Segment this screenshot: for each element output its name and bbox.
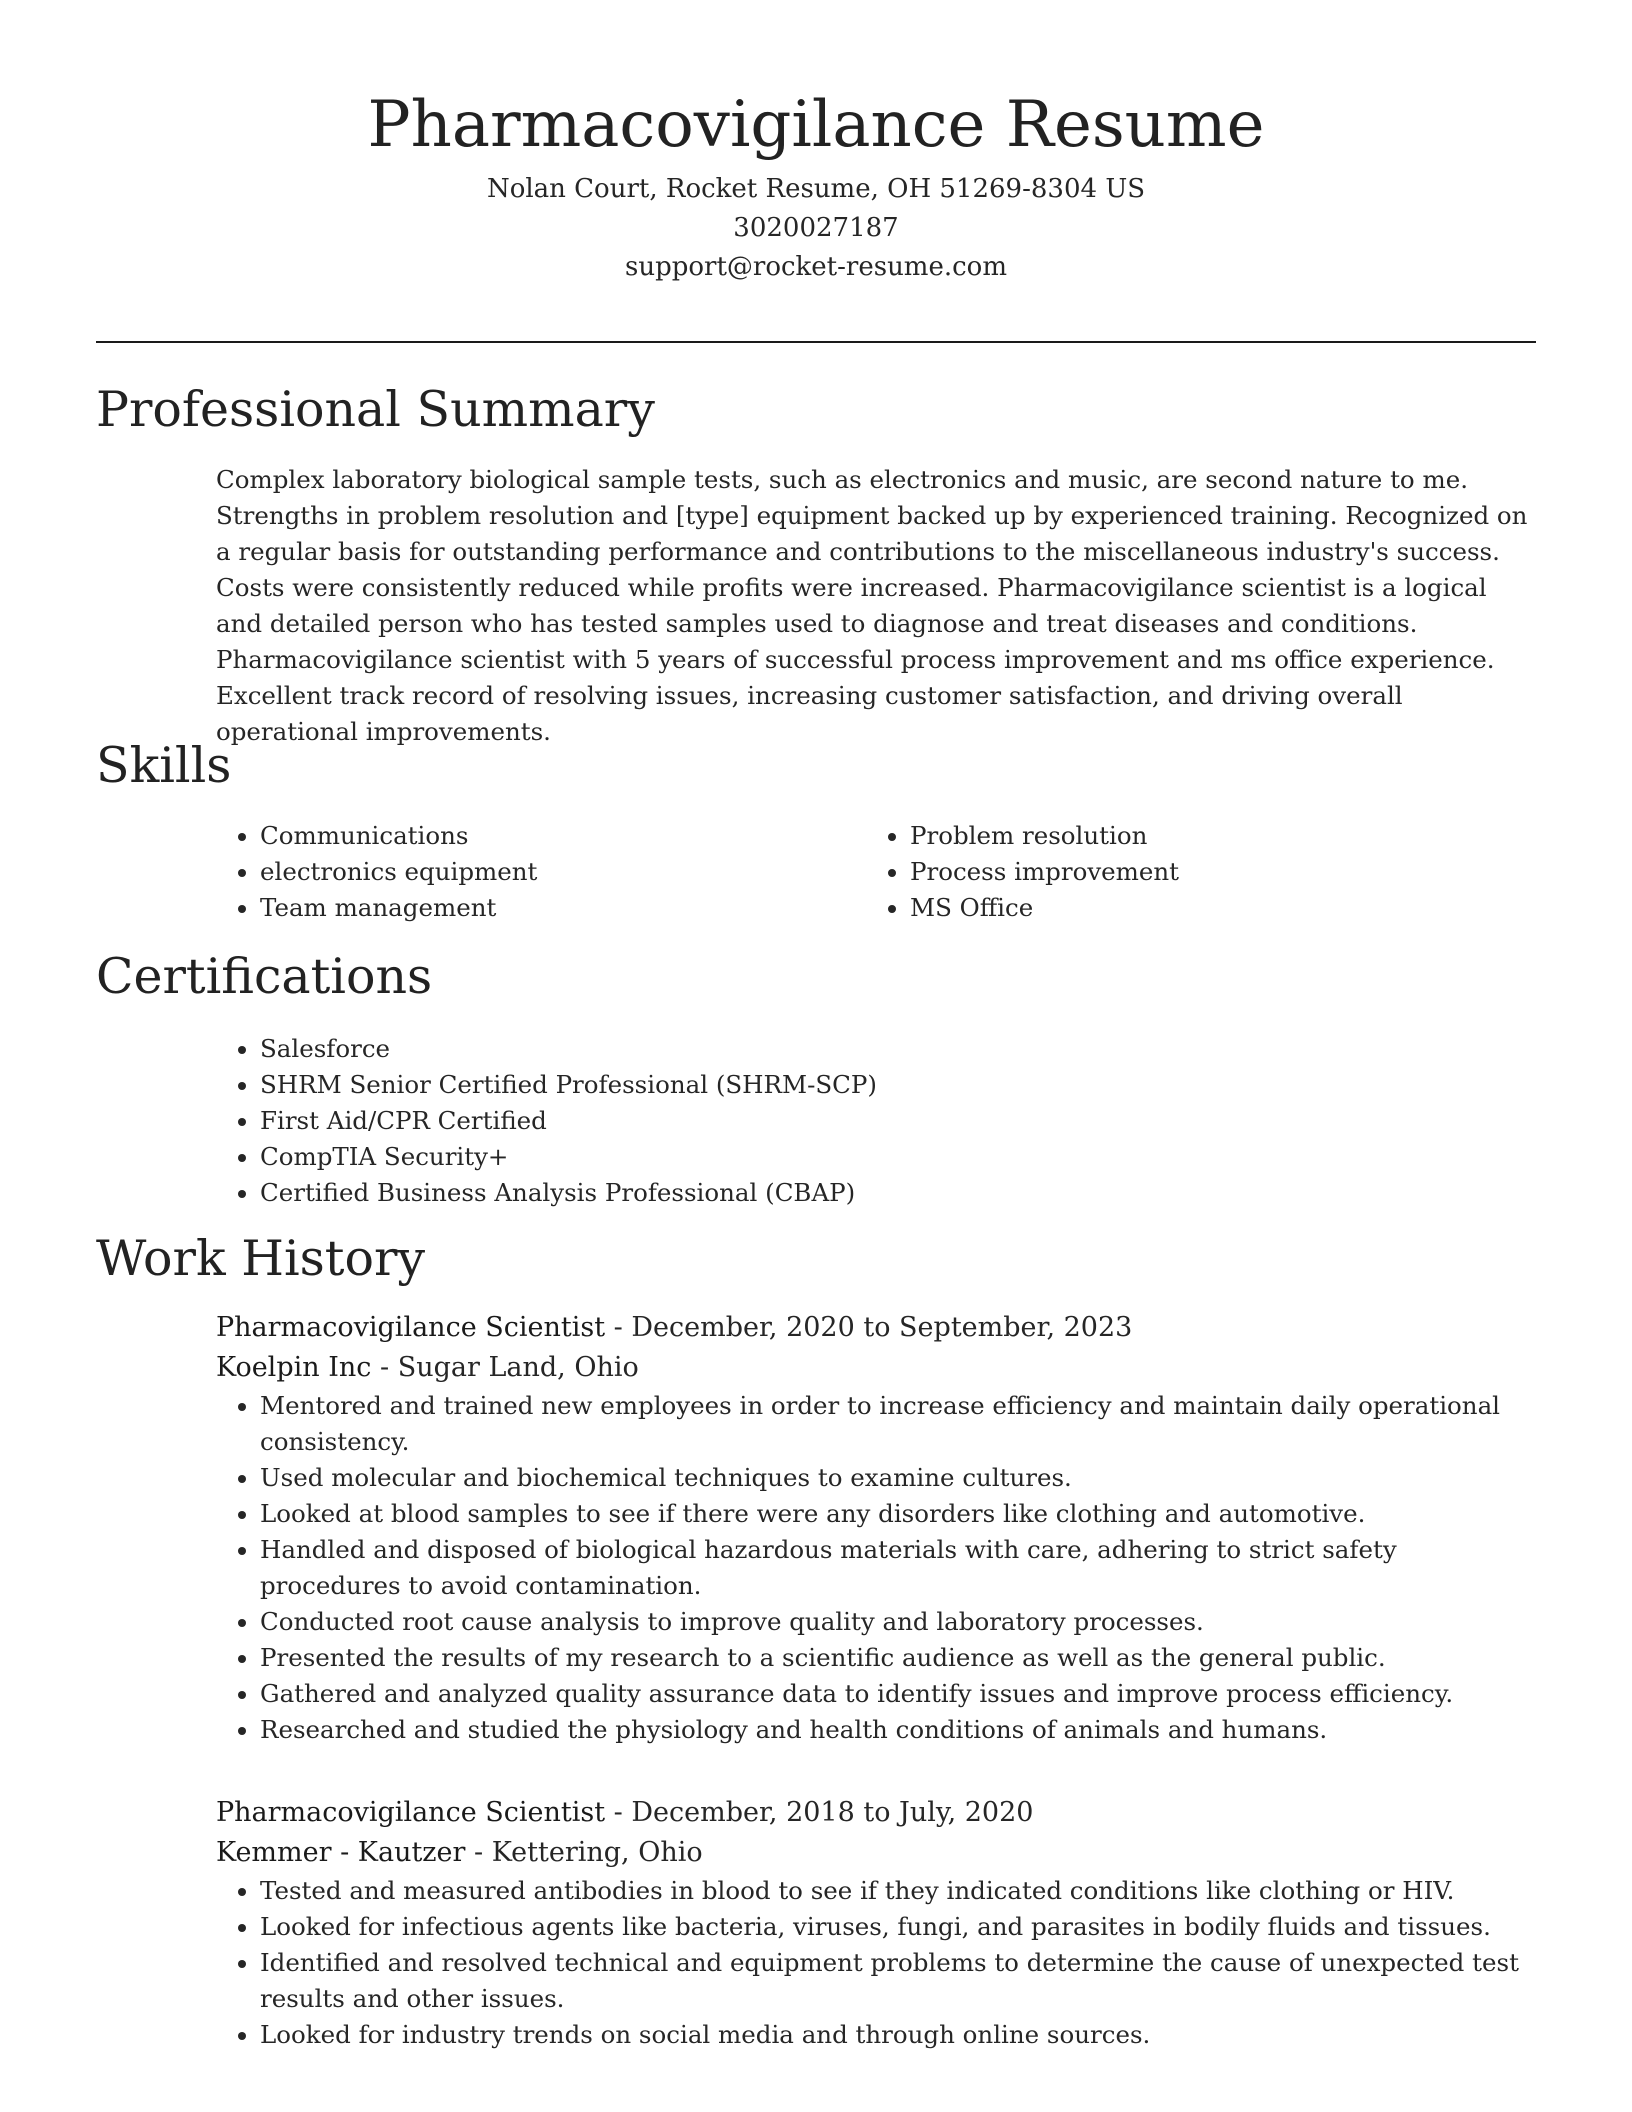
job-bullet: • Mentored and trained new employees in order to increase efficiency and maintain daily operational consistency.	[260, 1388, 1536, 1460]
certifications-list	[216, 1031, 1516, 1211]
job-title: Pharmacovigilance Scientist	[216, 1797, 606, 1828]
work-history-heading: Work History	[96, 1230, 426, 1287]
contact-phone: 3020027187	[733, 213, 899, 243]
job-bullet: • Looked for industry trends on social media and through online sources.	[260, 2017, 1536, 2053]
job-bullet: • Presented the results of my research to a scientific audience as well as the general public.	[260, 1640, 1536, 1676]
job-separator: -	[474, 1837, 492, 1868]
job-title-line	[216, 1793, 1536, 1833]
contact-address: Nolan Court, Rocket Resume, OH 51269-8304 US	[486, 174, 1146, 204]
job-entry	[216, 1793, 1536, 2053]
job-bullet: • Conducted root cause analysis to improve quality and laboratory processes.	[260, 1604, 1536, 1640]
certification-item: • SHRM Senior Certified Professional (SHRM-SCP)	[260, 1067, 1516, 1103]
job-bullet-list	[216, 1388, 1536, 1748]
certifications-block	[216, 1031, 1516, 1211]
skill-item: • Process improvement	[910, 854, 1466, 890]
job-bullet: • Identified and resolved technical and equipment problems to determine the cause of unexpected test results and other issues.	[260, 1945, 1536, 2017]
certification-item: • Salesforce	[260, 1031, 1516, 1067]
skill-item: • Problem resolution	[910, 818, 1466, 854]
skills-list-left	[216, 818, 816, 926]
job-separator: -	[613, 1312, 632, 1343]
job-title: Pharmacovigilance Scientist	[216, 1312, 606, 1343]
certification-item: • Certified Business Analysis Professional (CBAP)	[260, 1175, 1516, 1211]
job-bullet: • Gathered and analyzed quality assurance data to identify issues and improve process efficiency.	[260, 1676, 1536, 1712]
job-company-line	[216, 1348, 1536, 1388]
job-bullet: • Used molecular and biochemical techniques to examine cultures.	[260, 1460, 1536, 1496]
job-dates: December, 2018 to July, 2020	[631, 1797, 1034, 1828]
job-company: Koelpin Inc	[216, 1352, 372, 1383]
certification-item: • First Aid/CPR Certified	[260, 1103, 1516, 1139]
skills-list-right	[866, 818, 1466, 926]
resume-title: Pharmacovigilance Resume	[367, 88, 1265, 162]
job-location: Sugar Land, Ohio	[397, 1352, 639, 1383]
skills-column-right	[866, 818, 1466, 926]
header-divider	[96, 341, 1536, 343]
summary-heading: Professional Summary	[96, 381, 655, 438]
skills-column-left	[216, 818, 816, 926]
certification-item: • CompTIA Security+	[260, 1139, 1516, 1175]
job-bullet: • Tested and measured antibodies in blood to see if they indicated conditions like clothing or HIV.	[260, 1873, 1536, 1909]
job-bullet-list	[216, 1873, 1536, 2053]
job-title-line	[216, 1308, 1536, 1348]
skill-item: • Communications	[260, 818, 816, 854]
resume-header	[0, 80, 1632, 287]
job-separator: -	[379, 1352, 398, 1383]
summary-text: Complex laboratory biological sample tests, such as electronics and music, are second nature to me. Strengths in problem resolution and [type] equipment backed up by experienced training. Recognized on a regular basis for outstanding performance and contributions to the miscellaneous industry's success. Costs were consistently reduced while profits were increased. Pharmacovigilance scientist is a logical and detailed person who has tested samples used to diagnose and treat diseases and conditions. Pharmacovigilance scientist with 5 years of successful process improvement and ms office experience. Excellent track record of resolving issues, increasing customer satisfaction, and driving overall operational improvements.	[216, 465, 1528, 746]
contact-email: support@rocket-resume.com	[624, 252, 1007, 282]
job-company-line	[216, 1833, 1536, 1873]
job-bullet: • Looked for infectious agents like bacteria, viruses, fungi, and parasites in bodily fluids and tissues.	[260, 1909, 1536, 1945]
job-separator: -	[613, 1797, 632, 1828]
job-bullet: • Handled and disposed of biological hazardous materials with care, adhering to strict safety procedures to avoid contamination.	[260, 1532, 1536, 1604]
certifications-heading: Certifications	[96, 948, 433, 1005]
job-dates: December, 2020 to September, 2023	[631, 1312, 1133, 1343]
job-entry	[216, 1308, 1536, 1748]
skill-item: • MS Office	[910, 890, 1466, 926]
job-bullet: • Researched and studied the physiology and health conditions of animals and humans.	[260, 1712, 1536, 1748]
job-location: Kettering, Ohio	[491, 1837, 703, 1868]
skill-item: • electronics equipment	[260, 854, 816, 890]
skill-item: • Team management	[260, 890, 816, 926]
job-bullet: • Looked at blood samples to see if there were any disorders like clothing and automotive.	[260, 1496, 1536, 1532]
job-company: Kemmer - Kautzer	[216, 1837, 466, 1868]
skills-heading: Skills	[96, 737, 232, 794]
